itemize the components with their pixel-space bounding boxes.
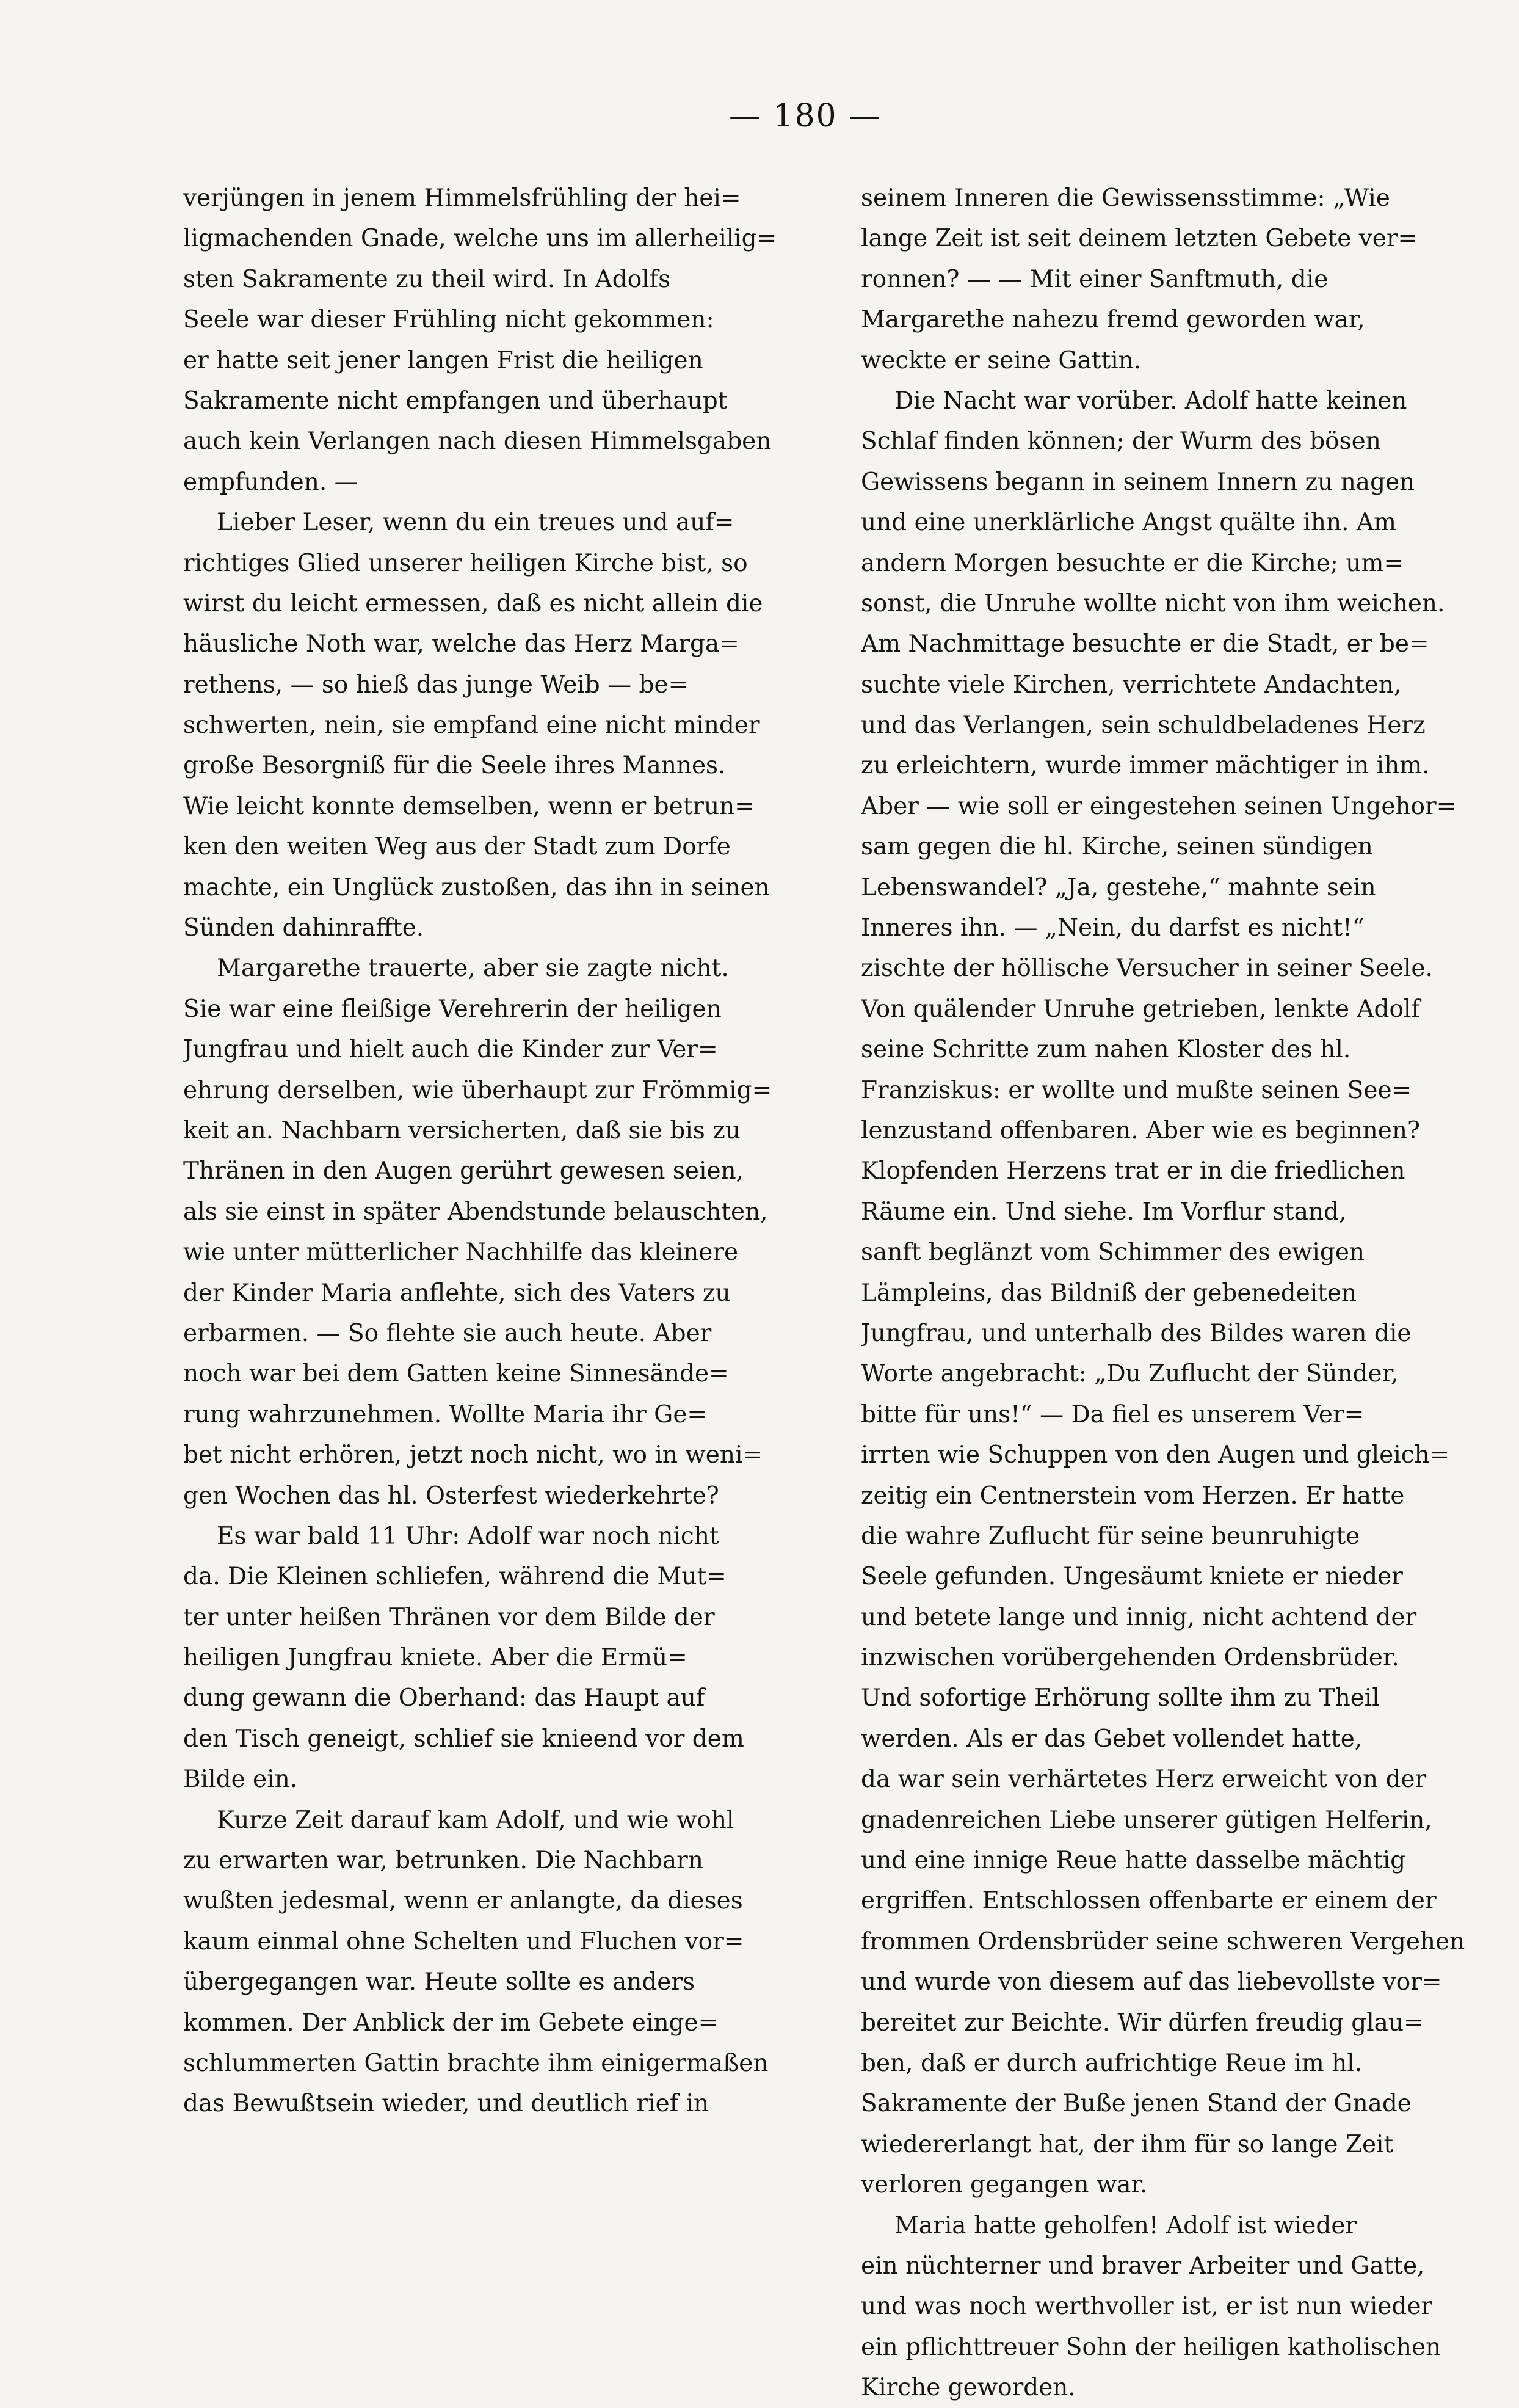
text-line: erbarmen. — So flehte sie auch heute. Aber: [183, 1319, 712, 1347]
text-line: Jungfrau und hielt auch die Kinder zur Ver=: [183, 1036, 718, 1064]
text-line: Schlaf finden können; der Wurm des bösen: [861, 427, 1381, 456]
text-line: die wahre Zuflucht für seine beunruhigte: [861, 1522, 1360, 1550]
text-line: seinem Inneren die Gewissensstimme: „Wie: [861, 184, 1390, 212]
text-line: Klopfenden Herzens trat er in die friedlichen: [861, 1157, 1405, 1185]
text-line: Jungfrau, und unterhalb des Bildes waren die: [861, 1319, 1412, 1347]
text-line: heiligen Jungfrau kniete. Aber die Ermü=: [183, 1644, 687, 1672]
text-line: ben, daß er durch aufrichtige Reue im hl.: [861, 2049, 1363, 2077]
text-line: Seele war dieser Frühling nicht gekommen:: [183, 306, 714, 334]
paragraph-start: Kurze Zeit darauf kam Adolf, und wie wohl: [217, 1806, 734, 1834]
text-line: lange Zeit ist seit deinem letzten Gebete ver=: [861, 225, 1418, 253]
text-line: Sünden dahinraffte.: [183, 914, 424, 942]
text-line: noch war bei dem Gatten keine Sinnesände=: [183, 1360, 729, 1388]
text-line: als sie einst in später Abendstunde belauschten,: [183, 1198, 768, 1226]
text-line: da. Die Kleinen schliefen, während die Mut=: [183, 1563, 727, 1591]
text-line: ergriffen. Entschlossen offenbarte er einem der: [861, 1887, 1437, 1915]
text-line: andern Morgen besuchte er die Kirche; um=: [861, 549, 1404, 577]
text-line: empfunden. —: [183, 468, 358, 496]
text-line: Thränen in den Augen gerührt gewesen seien,: [183, 1157, 744, 1185]
page-number: [0, 98, 1519, 134]
text-line: große Besorgniß für die Seele ihres Mannes.: [183, 752, 726, 780]
text-line: Räume ein. Und siehe. Im Vorflur stand,: [861, 1198, 1347, 1226]
text-line: rung wahrzunehmen. Wollte Maria ihr Ge=: [183, 1400, 708, 1428]
text-line: weckte er seine Gattin.: [861, 346, 1142, 374]
text-line: Aber — wie soll er eingestehen seinen Ungehor=: [861, 792, 1457, 820]
text-line: sonst, die Unruhe wollte nicht von ihm weichen.: [861, 589, 1445, 617]
paragraph-start: Maria hatte geholfen! Adolf ist wieder: [894, 2211, 1357, 2239]
text-line: gnadenreichen Liebe unserer gütigen Helferin,: [861, 1806, 1432, 1834]
text-line: den Tisch geneigt, schlief sie knieend vor dem: [183, 1725, 744, 1753]
text-line: kommen. Der Anblick der im Gebete einge=: [183, 2009, 719, 2037]
text-line: ehrung derselben, wie überhaupt zur Frömmig=: [183, 1076, 772, 1104]
right-column: [861, 178, 1484, 2408]
text-line: rethens, — so hieß das junge Weib — be=: [183, 671, 689, 699]
text-line: wußten jedesmal, wenn er anlangte, da dieses: [183, 1887, 743, 1915]
text-line: lenzustand offenbaren. Aber wie es beginnen?: [861, 1116, 1420, 1144]
text-line: Franziskus: er wollte und mußte seinen See=: [861, 1076, 1412, 1104]
text-line: zischte der höllische Versucher in seiner Seele.: [861, 955, 1433, 983]
text-line: ein pflichttreuer Sohn der heiligen katholischen: [861, 2333, 1441, 2361]
text-line: Bilde ein.: [183, 1766, 298, 1794]
text-line: irrten wie Schuppen von den Augen und gleich=: [861, 1441, 1450, 1469]
text-line: inzwischen vorübergehenden Ordensbrüder.: [861, 1644, 1399, 1672]
text-line: er hatte seit jener langen Frist die heiligen: [183, 346, 703, 374]
left-column: [183, 178, 818, 2125]
text-line: ligmachenden Gnade, welche uns im allerheilig=: [183, 225, 777, 253]
text-line: das Bewußtsein wieder, und deutlich rief in: [183, 2090, 709, 2118]
text-line: Wie leicht konnte demselben, wenn er betrun=: [183, 792, 755, 820]
text-line: und wurde von diesem auf das liebevollste vor=: [861, 1968, 1442, 1996]
text-line: gen Wochen das hl. Osterfest wiederkehrte?: [183, 1482, 719, 1510]
text-line: und das Verlangen, sein schuldbeladenes Herz: [861, 711, 1426, 740]
text-line: Sie war eine fleißige Verehrerin der heiligen: [183, 995, 722, 1023]
text-line: frommen Ordensbrüder seine schweren Vergehen: [861, 1927, 1465, 1955]
text-line: und eine unerklärliche Angst quälte ihn. Am: [861, 509, 1397, 537]
text-line: und betete lange und innig, nicht achtend der: [861, 1603, 1417, 1631]
text-line: Sakramente nicht empfangen und überhaupt: [183, 387, 728, 415]
paragraph-start: Die Nacht war vorüber. Adolf hatte keinen: [894, 387, 1407, 415]
text-line: Lämpleins, das Bildniß der gebenedeiten: [861, 1279, 1357, 1307]
text-line: keit an. Nachbarn versicherten, daß sie bis zu: [183, 1116, 741, 1144]
text-line: seine Schritte zum nahen Kloster des hl.: [861, 1036, 1351, 1064]
paragraph-start: Es war bald 11 Uhr: Adolf war noch nicht: [217, 1522, 719, 1550]
text-line: Von quälender Unruhe getrieben, lenkte Adolf: [861, 995, 1420, 1023]
text-line: werden. Als er das Gebet vollendet hatte,: [861, 1725, 1363, 1753]
text-line: Inneres ihn. — „Nein, du darfst es nicht!“: [861, 914, 1365, 942]
text-line: zeitig ein Centnerstein vom Herzen. Er hatte: [861, 1482, 1405, 1510]
text-line: verjüngen in jenem Himmelsfrühling der hei=: [183, 184, 741, 212]
text-line: Worte angebracht: „Du Zuflucht der Sünder,: [861, 1360, 1399, 1388]
text-line: Sakramente der Buße jenen Stand der Gnade: [861, 2090, 1412, 2118]
text-line: und was noch werthvoller ist, er ist nun wieder: [861, 2293, 1433, 2321]
text-line: sam gegen die hl. Kirche, seinen sündigen: [861, 833, 1373, 861]
text-line: wirst du leicht ermessen, daß es nicht allein die: [183, 589, 763, 617]
text-line: verloren gegangen war.: [861, 2171, 1148, 2199]
page-number-text: — 180 —: [728, 98, 882, 134]
text-line: bet nicht erhören, jetzt noch nicht, wo in weni=: [183, 1441, 763, 1469]
text-line: ronnen? — — Mit einer Sanftmuth, die: [861, 265, 1329, 293]
text-line: bereitet zur Beichte. Wir dürfen freudig glau=: [861, 2009, 1424, 2037]
text-line: ter unter heißen Thränen vor dem Bilde der: [183, 1603, 715, 1631]
text-line: der Kinder Maria anflehte, sich des Vaters zu: [183, 1279, 731, 1307]
text-line: Margarethe nahezu fremd geworden war,: [861, 306, 1365, 334]
text-line: kaum einmal ohne Schelten und Fluchen vor=: [183, 1927, 744, 1955]
text-line: richtiges Glied unserer heiligen Kirche bist, so: [183, 549, 748, 577]
text-line: Lebenswandel? „Ja, gestehe,“ mahnte sein: [861, 873, 1376, 901]
text-line: da war sein verhärtetes Herz erweicht von der: [861, 1766, 1427, 1794]
text-line: ein nüchterner und braver Arbeiter und Gatte,: [861, 2252, 1425, 2280]
text-line: zu erleichtern, wurde immer mächtiger in ihm.: [861, 752, 1430, 780]
text-line: häusliche Noth war, welche das Herz Marga=: [183, 630, 739, 658]
text-line: bitte für uns!“ — Da fiel es unserem Ver=: [861, 1400, 1365, 1428]
text-line: dung gewann die Oberhand: das Haupt auf: [183, 1684, 705, 1712]
text-line: wiedererlangt hat, der ihm für so lange Zeit: [861, 2130, 1394, 2158]
text-line: suchte viele Kirchen, verrichtete Andachten,: [861, 671, 1402, 699]
text-line: Am Nachmittage besuchte er die Stadt, er be=: [861, 630, 1429, 658]
text-line: sanft beglänzt vom Schimmer des ewigen: [861, 1239, 1365, 1267]
text-line: machte, ein Unglück zustoßen, das ihn in seinen: [183, 873, 770, 901]
text-line: Und sofortige Erhörung sollte ihm zu Theil: [861, 1684, 1380, 1712]
text-line: zu erwarten war, betrunken. Die Nachbarn: [183, 1847, 703, 1875]
text-line: ken den weiten Weg aus der Stadt zum Dorfe: [183, 833, 731, 861]
text-line: sten Sakramente zu theil wird. In Adolfs: [183, 265, 671, 293]
paragraph-start: Lieber Leser, wenn du ein treues und auf=: [217, 509, 734, 537]
text-line: schwerten, nein, sie empfand eine nicht minder: [183, 711, 760, 740]
paragraph-start: Margarethe trauerte, aber sie zagte nicht.: [217, 955, 729, 983]
text-line: und eine innige Reue hatte dasselbe mächtig: [861, 1847, 1406, 1875]
text-line: Kirche geworden.: [861, 2374, 1076, 2402]
text-line: Gewissens begann in seinem Innern zu nagen: [861, 468, 1415, 496]
text-line: Seele gefunden. Ungesäumt kniete er nieder: [861, 1563, 1403, 1591]
text-line: schlummerten Gattin brachte ihm einigermaßen: [183, 2049, 769, 2077]
text-line: auch kein Verlangen nach diesen Himmelsgaben: [183, 427, 772, 456]
text-line: übergegangen war. Heute sollte es anders: [183, 1968, 695, 1996]
text-line: wie unter mütterlicher Nachhilfe das kleinere: [183, 1239, 739, 1267]
